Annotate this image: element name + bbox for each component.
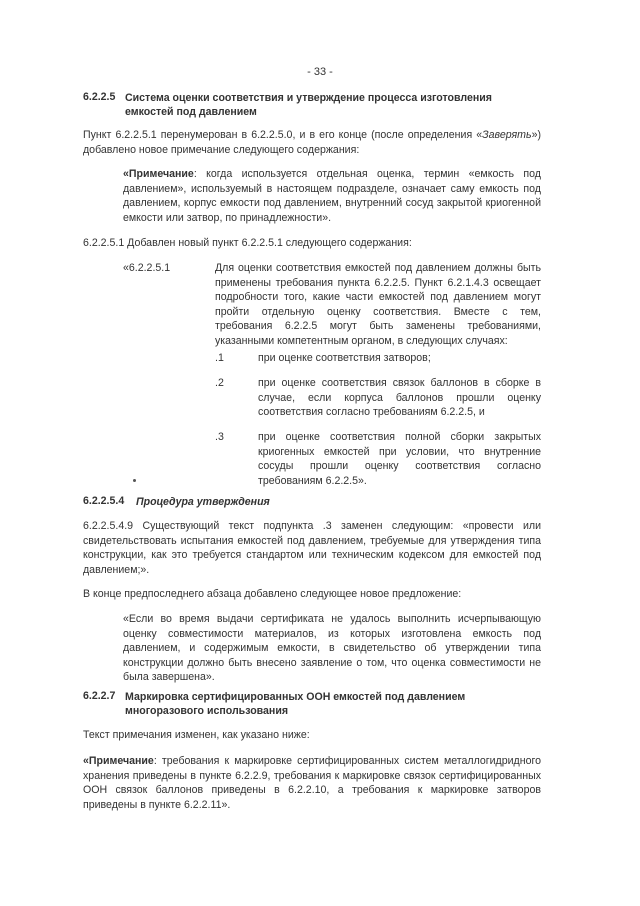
para-text-b: ») добавлено новое примечание следующего содержания: [83,129,541,156]
paragraph-6227-intro: Текст примечания изменен, как указано ниже: [83,729,310,741]
section-title-62254: Процедура утверждения [136,496,270,508]
section-title-6225: Система оценки соответствия и утверждение процесса изготовления емкостей под давлением [125,92,492,118]
bullet-mark [133,479,136,482]
paragraph-addition: В конце предпоследнего абзаца добавлено следующее новое предложение: [83,588,462,600]
paragraph-renumber [83,128,541,157]
quote-label-62251: «6.2.2.5.1 [123,262,171,274]
list-item-text-3: при оценке соответствия полной сборки закрытых криогенных емкостей при условии, что внутренние сосуды прошли оценку соответствия согласно требованиям 6.2.2.5». [258,431,541,487]
note-block-6227 [83,754,541,812]
section-number-6225: 6.2.2.5 [83,91,116,103]
note-label: «Примечание [123,168,194,180]
quote-block-certificate: «Если во время выдачи сертификата не удалось выполнить исчерпывающую оценку совместимости материалов, из которых изготовлена емкость под давлением, и содержимым емкости, в свидетельство об утверждении типа конструкции должно быть внесено заявление о том, что оценка совместимости не была завершена». [123,613,541,684]
para-text-a: Пункт 6.2.2.5.1 перенумерован в 6.2.2.5.0, и в его конце (после определения « [83,129,483,141]
note-text: : когда используется отдельная оценка, термин «емкость под давлением», используемый в настоящем подразделе, означает саму емкость под давлением, корпус емкости под давлением, внутренний сосуд закрытой криогенной емкости или затвор, по принадлежности». [123,168,541,224]
section-title-6227: Маркировка сертифицированных ООН емкостей под давлением многоразового использования [125,691,466,717]
quote-text-62251: Для оценки соответствия емкостей под давлением должны быть применены требования пункта 6.2.2.5. Пункт 6.2.1.4.3 освещает подробности того, какие части емкостей под давлением могут пройти отдельную оценку соответствия. Вместе с тем, требования 6.2.2.5 могут быть заменены требованиями, указанными компетентным органом, в следующих случаях: [215,262,541,347]
paragraph-62251-intro: 6.2.2.5.1 Добавлен новый пункт 6.2.2.5.1 следующего содержания: [83,237,412,249]
list-item-num-3: .3 [215,431,224,443]
list-item-text-2: при оценке соответствия связок баллонов в сборке в случае, если корпуса баллонов прошли оценку соответствия согласно требованиям 6.2.2.5, и [258,377,541,419]
list-item-text-1: при оценке соответствия затворов; [258,352,431,364]
page-number: - 33 - [307,66,333,78]
note-label-6227: «Примечание [83,755,154,767]
list-item-num-2: .2 [215,377,224,389]
note-block-6225 [123,167,541,225]
note-text-6227: : требования к маркировке сертифицированных систем металлогидридного хранения приведены в пункте 6.2.2.9, требования к маркировке связок сертифицированных ООН связок баллонов приведены в 6.2.2.10, а требования к маркировке затворов приведены в пункте 6.2.2.11». [83,755,541,811]
section-number-6227: 6.2.2.7 [83,690,116,702]
section-number-62254: 6.2.2.5.4 [83,495,125,507]
para-italic-term: Заверять [482,129,532,141]
list-item-num-1: .1 [215,352,224,364]
paragraph-625549: 6.2.2.5.4.9 Существующий текст подпункта .3 заменен следующим: «провести или свидетельствовать испытания емкостей под давлением, требуемые для утверждения типа конструкции, как это требуется стандартом или техническим кодексом для емкостей под давлением;». [83,520,541,576]
